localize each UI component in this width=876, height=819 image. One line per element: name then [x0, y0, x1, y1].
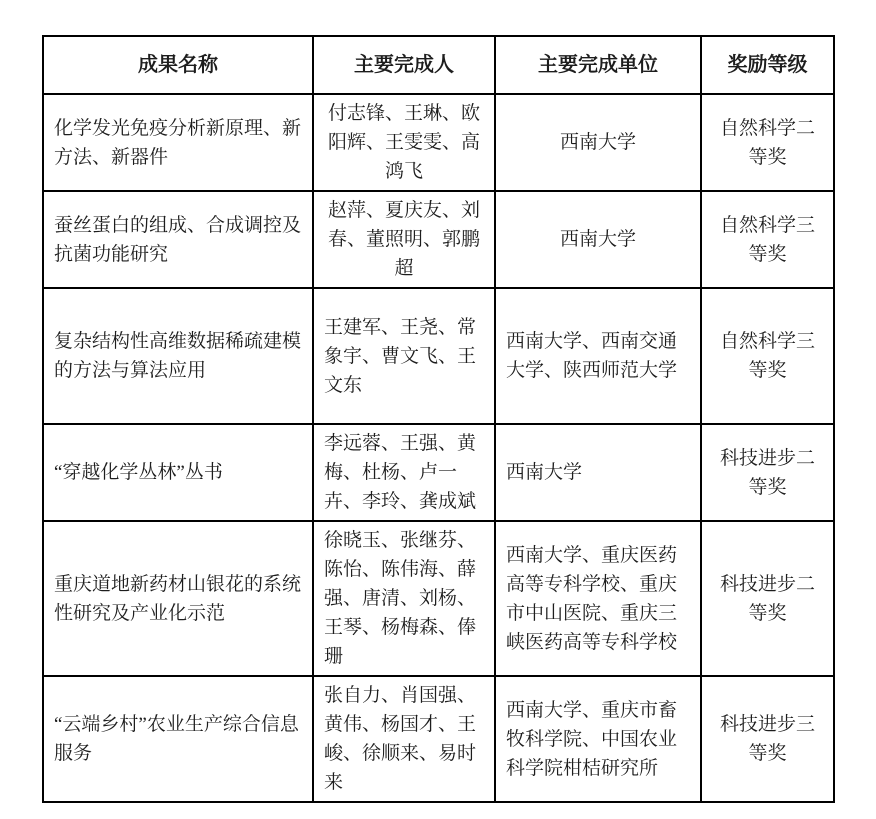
- cell-award-level: 科技进步三等奖: [701, 676, 834, 802]
- column-header-award: 奖励等级: [701, 36, 834, 94]
- cell-units: 西南大学: [495, 94, 701, 191]
- cell-award-level: 自然科学三等奖: [701, 288, 834, 424]
- cell-award-level: 科技进步二等奖: [701, 424, 834, 521]
- column-header-name: 成果名称: [43, 36, 313, 94]
- cell-units: 西南大学、西南交通大学、陕西师范大学: [495, 288, 701, 424]
- cell-units: 西南大学、重庆市畜牧科学院、中国农业科学院柑桔研究所: [495, 676, 701, 802]
- table-row: [43, 191, 834, 288]
- header-row: [43, 36, 834, 94]
- cell-award-level: 科技进步二等奖: [701, 521, 834, 676]
- cell-achievement-name: 化学发光免疫分析新原理、新方法、新器件: [43, 94, 313, 191]
- cell-completers: 徐晓玉、张继芬、陈怡、陈伟海、薛强、唐清、刘杨、王琴、杨梅森、俸珊: [313, 521, 495, 676]
- cell-units: 西南大学: [495, 424, 701, 521]
- cell-units: 西南大学、重庆医药高等专科学校、重庆市中山医院、重庆三峡医药高等专科学校: [495, 521, 701, 676]
- cell-units: 西南大学: [495, 191, 701, 288]
- table-row: [43, 94, 834, 191]
- cell-award-level: 自然科学三等奖: [701, 191, 834, 288]
- cell-achievement-name: 复杂结构性高维数据稀疏建模的方法与算法应用: [43, 288, 313, 424]
- cell-achievement-name: “穿越化学丛林”丛书: [43, 424, 313, 521]
- table-row: [43, 424, 834, 521]
- column-header-unit: 主要完成单位: [495, 36, 701, 94]
- cell-completers: 张自力、肖国强、黄伟、杨国才、王峻、徐顺来、易时来: [313, 676, 495, 802]
- cell-completers: 付志锋、王琳、欧阳辉、王雯雯、高鸿飞: [313, 94, 495, 191]
- awards-table: [42, 35, 835, 803]
- cell-completers: 赵萍、夏庆友、刘春、董照明、郭鹏超: [313, 191, 495, 288]
- table-row: [43, 521, 834, 676]
- cell-award-level: 自然科学二等奖: [701, 94, 834, 191]
- cell-completers: 王建军、王尧、常象宇、曹文飞、王文东: [313, 288, 495, 424]
- cell-achievement-name: “云端乡村”农业生产综合信息服务: [43, 676, 313, 802]
- column-header-people: 主要完成人: [313, 36, 495, 94]
- cell-completers: 李远蓉、王强、黄梅、杜杨、卢一卉、李玲、龚成斌: [313, 424, 495, 521]
- cell-achievement-name: 重庆道地新药材山银花的系统性研究及产业化示范: [43, 521, 313, 676]
- table-row: [43, 676, 834, 802]
- cell-achievement-name: 蚕丝蛋白的组成、合成调控及抗菌功能研究: [43, 191, 313, 288]
- table-row: [43, 288, 834, 424]
